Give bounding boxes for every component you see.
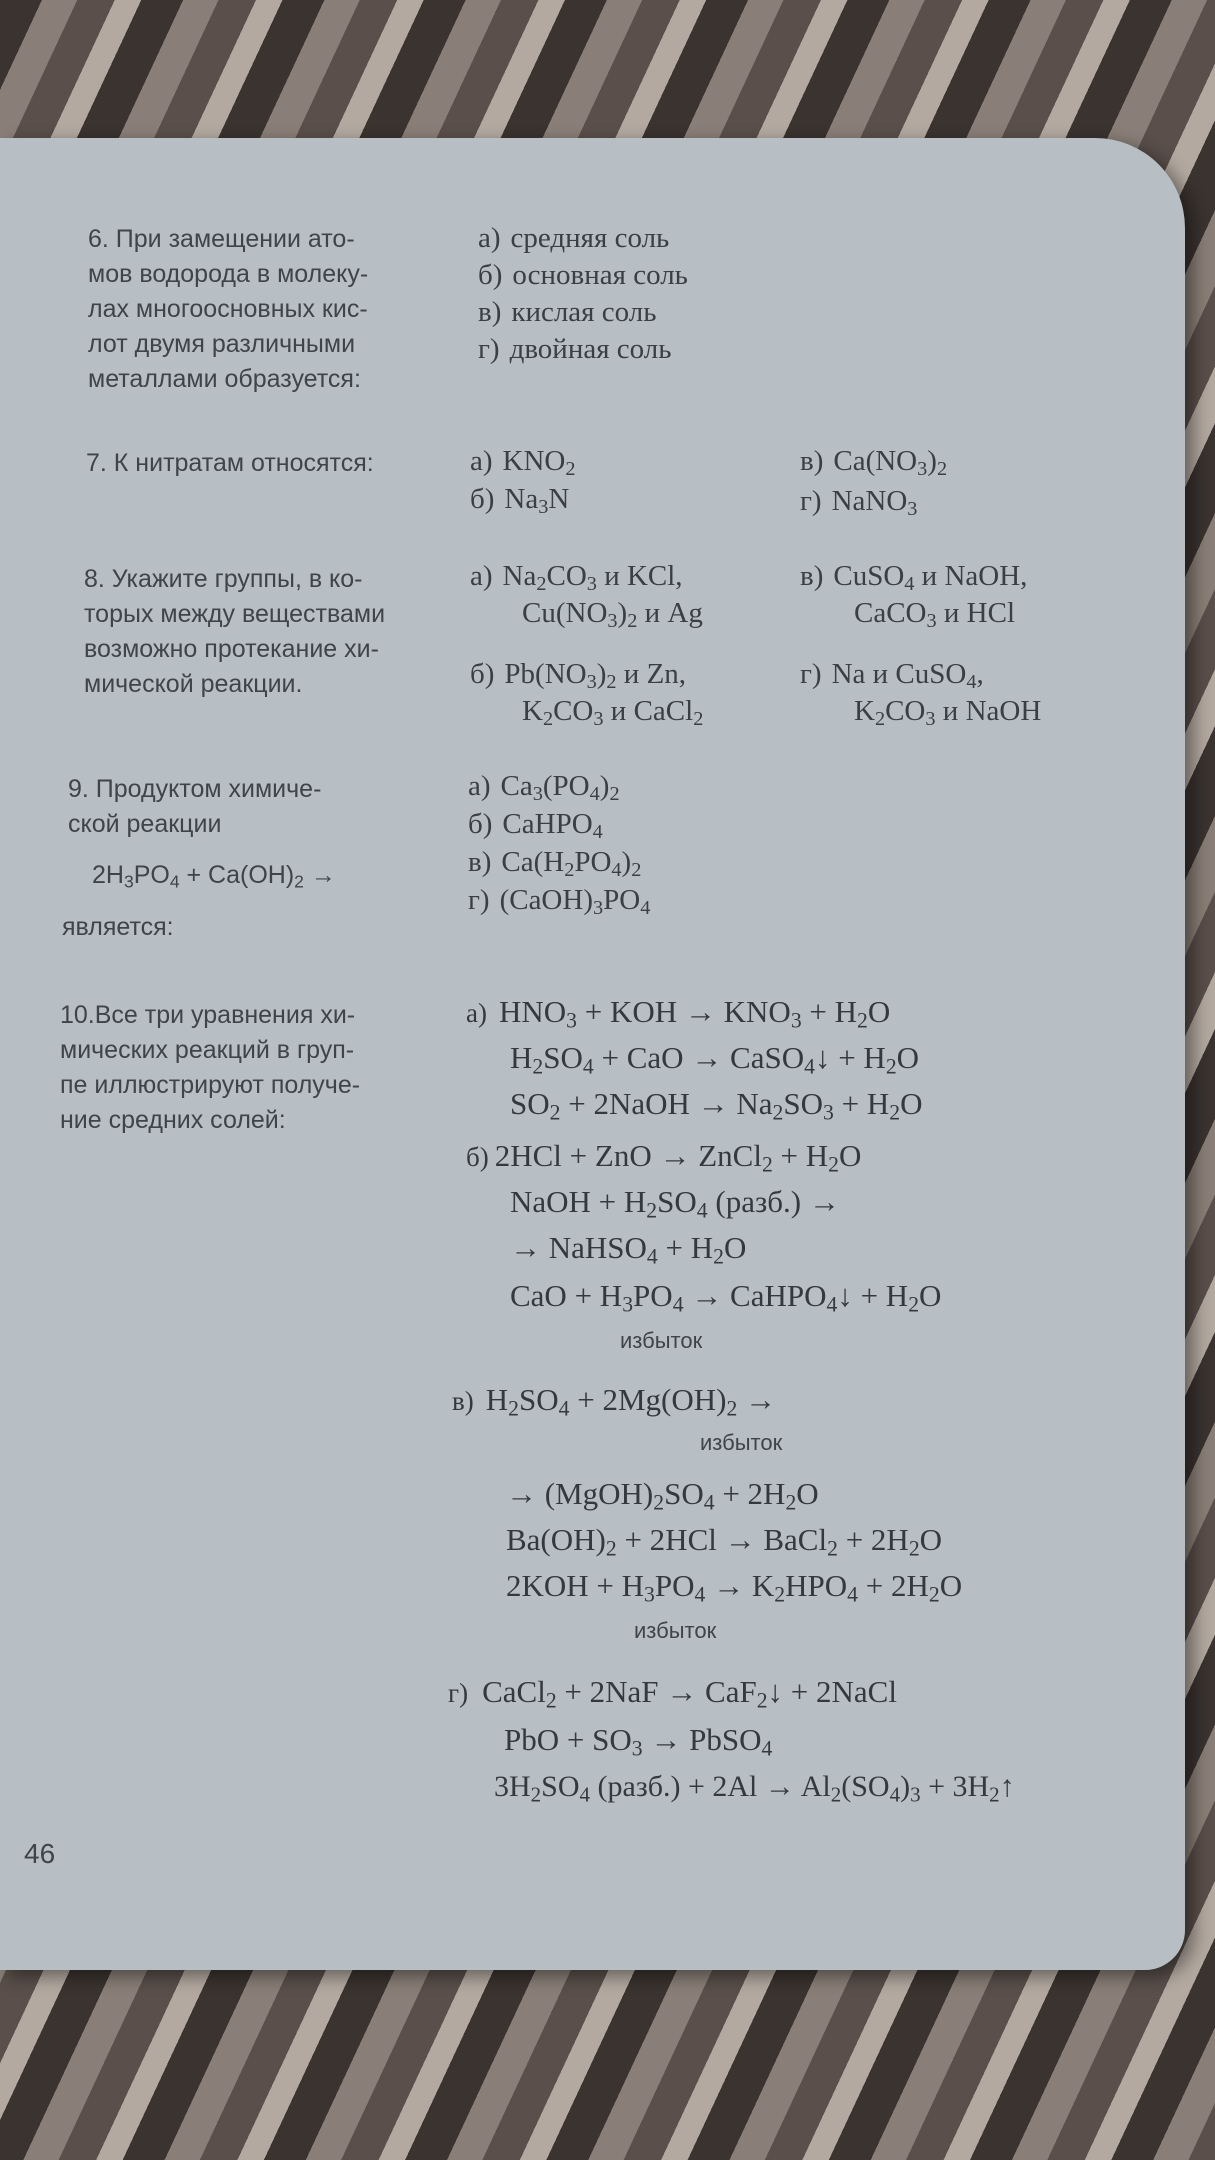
question-8 — [84, 562, 385, 702]
q10-d-eq2: PbO + $SO_3$ → PbSO$_4$ — [504, 1722, 773, 1761]
q10-option-d[interactable]: г) CaCl$_2$ + 2NaF → CaF$_2$↓ + 2NaCl — [448, 1674, 897, 1713]
q6-line: лот двумя различными — [88, 330, 356, 358]
q10-line: мических реакций в груп- — [60, 1036, 355, 1064]
q8-line: торых между веществами — [84, 600, 386, 628]
question-7 — [86, 446, 374, 481]
q10-c-eq2: $Ba(OH)_2 + 2HCl$ → BaCl$_2$ + $2H_2O$ — [506, 1522, 943, 1561]
question-10 — [60, 998, 360, 1138]
q7-line: 7. К нитратам относятся: — [86, 449, 374, 477]
excess-note: избыток — [700, 1430, 783, 1455]
q9-reaction: $2H_3PO_4 + Ca(OH)_2$ → — [92, 861, 336, 892]
q6-option-d[interactable]: г) двойная соль — [478, 333, 672, 365]
q10-b-eq2-cont: → NaHSO$_4$ + $H_2O$ — [510, 1230, 747, 1269]
q9-option-b[interactable]: б) CaHPO$_4$ — [468, 808, 603, 844]
q8-option-a[interactable]: а) $Na_2CO_3$ и KCl, $Cu(NO_3)_2$ и Ag — [470, 560, 703, 633]
q9-option-d[interactable]: г) $(CaOH)_3PO_4$ — [468, 884, 651, 920]
q9-line: ской реакции — [68, 810, 222, 838]
q10-a-eq3: $SO_2$ + 2NaOH → $Na_2SO_3 + H_2O$ — [510, 1086, 923, 1125]
q6-option-a[interactable]: а) средняя соль — [478, 222, 670, 254]
question-6 — [88, 222, 368, 397]
q6-line: металлами образуется: — [88, 365, 361, 393]
excess-note: избыток — [634, 1618, 717, 1643]
q10-line: 10.Все три уравнения хи- — [60, 1001, 356, 1029]
q10-line: пе иллюстрируют получе- — [60, 1071, 361, 1099]
q8-option-c[interactable]: в) CuSO$_4$ и NaOH, CaCO$_3$ и HCl — [800, 560, 1028, 633]
q9-option-a[interactable]: а) $Ca_3(PO_4)_2$ — [468, 770, 620, 806]
q8-option-b[interactable]: б) $Pb(NO_3)_2$ и Zn, $K_2CO_3$ и CaCl$_2$ — [470, 658, 704, 731]
page-number: 46 — [24, 1838, 56, 1869]
q9-option-c[interactable]: в) $Ca(H_2PO_4)_2$ — [468, 846, 642, 882]
q9-line: 9. Продуктом химиче- — [68, 775, 322, 803]
q10-a-eq2: $H_2SO_4$ + CaO → CaSO$_4$↓ + $H_2O$ — [510, 1040, 920, 1079]
q7-option-b[interactable]: б) $Na_3N$ — [470, 483, 570, 519]
q6-option-b[interactable]: б) основная соль — [478, 259, 688, 291]
q6-line: 6. При замещении ато- — [88, 225, 355, 253]
q10-option-b[interactable]: б) 2HCl + ZnO → ZnCl$_2$ + $H_2O$ — [466, 1138, 862, 1177]
q8-option-d[interactable]: г) Na и CuSO$_4$, $K_2CO_3$ и NaOH — [800, 658, 1042, 731]
q10-d-eq3: $3H_2SO_4$ (разб.) + $2Al \to Al_2(SO_4)_3$ + $3H_2↑$ — [494, 1770, 1015, 1807]
q7-option-d[interactable]: г) NaNO$_3$ — [800, 485, 918, 521]
q9-ending: является: — [62, 913, 174, 941]
textbook-page — [0, 138, 1185, 1970]
q6-line: лах многоосновных кис- — [88, 295, 368, 323]
q10-b-eq2: NaOH + $H_2SO_4$ (разб.) → — [510, 1184, 840, 1223]
excess-note: избыток — [620, 1328, 703, 1353]
q10-c-eq1-cont: → $(MgOH)_2SO_4 + 2H_2O$ — [506, 1476, 819, 1515]
q8-line: 8. Укажите группы, в ко- — [84, 565, 363, 593]
q8-line: возможно протекание хи- — [84, 635, 379, 663]
question-9 — [68, 772, 321, 842]
q6-line: мов водорода в молеку- — [88, 260, 369, 288]
q10-option-c[interactable]: в) $H_2SO_4 + 2Mg(OH)_2$ → — [452, 1382, 777, 1421]
q6-option-c[interactable]: в) кислая соль — [478, 296, 657, 328]
q7-option-c[interactable]: в) $Ca(NO_3)_2$ — [800, 445, 948, 481]
q7-option-a[interactable]: а) $KNO_2$ — [470, 445, 576, 481]
q10-c-eq3: $2KOH + H_3PO_4 \to K_2HPO_4 + 2H_2O$ — [506, 1568, 963, 1607]
q8-line: мической реакции. — [84, 670, 303, 698]
q10-option-a[interactable]: а) $HNO_3$ + KOH → $KNO_3 + H_2O$ — [466, 994, 891, 1033]
q10-b-eq3: CaO + $H_3PO_4$ → CaHPO$_4$↓ + $H_2O$ — [510, 1278, 942, 1317]
q10-line: ние средних солей: — [60, 1106, 286, 1134]
